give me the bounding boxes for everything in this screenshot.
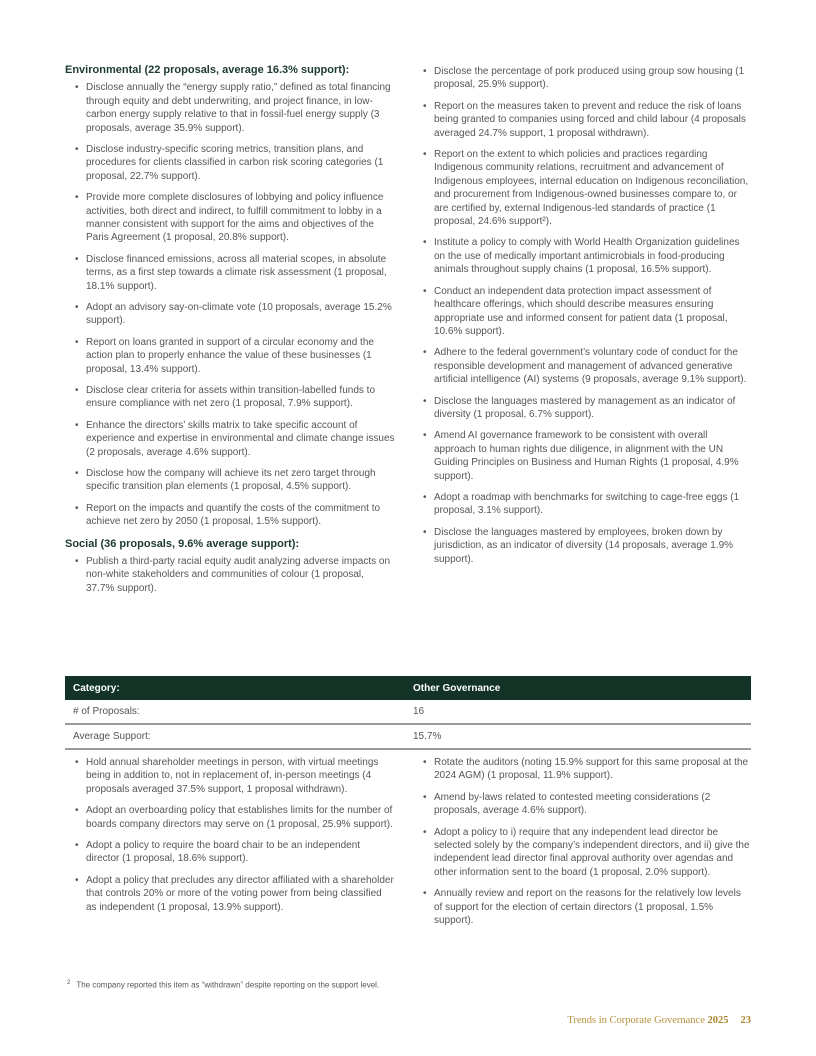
bullet-item [65, 502, 395, 529]
environmental-bullet-list [65, 81, 395, 528]
social-bullet-list [65, 555, 395, 595]
bullet-item [65, 191, 395, 245]
bullet-text: Enhance the directors’ skills matrix to take specific account of experience and expertise in environmental and climate change issues (2 proposals, average 4.6% support). [86, 419, 395, 458]
bullet-text: Adopt an overboarding policy that establishes limits for the number of boards company directors may serve on (1 proposal, 25.9% support). [86, 805, 393, 830]
other-governance-section [65, 754, 751, 935]
bullet-marker: • [75, 253, 79, 265]
bullet-marker: • [75, 82, 79, 94]
bullet-text: Adopt a policy to i) require that any independent lead director be selected solely by the company’s independent directors, and ii) give the independent lead director final approval authority over agendas and other information sent to the board (1 proposal, 2.0% support). [434, 826, 750, 878]
table-cell-label: # of Proposals: [73, 706, 140, 717]
bullet-text: Adopt a policy that precludes any director affiliated with a shareholder that controls 20% or more of the voting power from being classified as independent (1 proposal, 13.9% support). [86, 874, 394, 913]
bullet-text: Provide more complete disclosures of lobbying and policy influence activities, both direct and indirect, to fulfill commitment to lobby in a manner consistent with support for the aims and objectives of the Paris Agreement (1 proposal, 20.8% support). [86, 192, 384, 244]
bullet-item [413, 65, 751, 92]
bullet-item [65, 301, 395, 328]
social-bullet-list-continued [413, 65, 751, 566]
bullet-item [413, 756, 751, 783]
bullet-marker: • [423, 888, 427, 900]
bullet-text: Adopt a policy to require the board chair to be an independent director (1 proposal, 18.6% support). [86, 840, 361, 865]
bullet-marker: • [423, 757, 427, 768]
bullet-item [413, 346, 751, 386]
page-number: 23 [740, 1015, 751, 1026]
bullet-text: Adopt a roadmap with benchmarks for switching to cage-free eggs (1 proposal, 3.1% support). [434, 491, 740, 517]
bullet-marker: • [423, 430, 427, 442]
bullet-marker: • [423, 149, 427, 161]
bullet-text: Hold annual shareholder meetings in person, with virtual meetings being in addition to, not in replacement of, in-person meetings (4 proposals averaged 37.5% support, 1 proposal withdrawn). [86, 757, 379, 795]
esg-proposals-section [65, 63, 751, 603]
bullet-marker: • [75, 143, 79, 155]
bullet-marker: • [423, 347, 427, 359]
bullet-marker: • [75, 385, 79, 397]
bullet-item [65, 467, 395, 494]
bullet-marker: • [423, 791, 427, 803]
bullet-item [413, 826, 751, 880]
bullet-item [65, 874, 395, 914]
bullet-marker: • [423, 66, 427, 77]
bullet-item [65, 143, 395, 183]
right-column [413, 754, 751, 935]
left-column [65, 63, 395, 603]
bullet-item [65, 81, 395, 135]
bullet-item [65, 419, 395, 459]
bullet-text: Disclose industry-specific scoring metrics, transition plans, and procedures for clients classified in carbon risk scoring categories (1 proposal, 22.7% support). [86, 143, 384, 182]
bullet-item [65, 336, 395, 376]
bullet-text: Disclose the percentage of pork produced using group sow housing (1 proposal, 25.9% support). [434, 66, 745, 91]
bullet-marker: • [423, 491, 427, 503]
other-governance-bullet-list-left [65, 756, 395, 914]
bullet-text: Rotate the auditors (noting 15.9% support for this same proposal at the 2024 AGM) (1 proposal, 11.9% support). [434, 757, 749, 782]
bullet-marker: • [75, 301, 79, 313]
table-cell-value: 15.7% [413, 731, 442, 742]
bullet-text: Disclose financed emissions, across all material scopes, in absolute terms, as a first step towards a climate risk assessment (1 proposal, 18.1% support). [86, 253, 387, 292]
bullet-item [65, 804, 395, 831]
bullet-marker: • [75, 874, 79, 886]
bullet-item [65, 555, 395, 595]
right-column [413, 63, 751, 603]
bullet-text: Disclose annually the “energy supply ratio,” defined as total financing through equity and debt underwriting, and project finance, in low-carbon energy supply relative to that in fossil-fuel energy supply (3 proposals, average 35.9% support). [86, 82, 391, 134]
table-header-category: Category: [73, 682, 120, 694]
footnote [67, 980, 379, 991]
bullet-item [413, 395, 751, 422]
table-header-other-governance: Other Governance [413, 682, 501, 694]
bullet-text: Amend AI governance framework to be consistent with overall approach to human rights due diligence, in alignment with the UN Guiding Principles on Business and Human Rights (1 proposal, 4.9% support). [434, 430, 739, 482]
page-footer [567, 1015, 751, 1026]
bullet-text: Amend by-laws related to contested meeting considerations (2 proposals, average 4.6% support). [434, 791, 711, 817]
environmental-heading: Environmental (22 proposals, average 16.3% support): [65, 64, 350, 76]
footnote-text: The company reported this item as “withdrawn” despite reporting on the support level. [76, 980, 380, 990]
bullet-marker: • [75, 555, 79, 567]
bullet-item [65, 384, 395, 411]
social-heading: Social (36 proposals, 9.6% average support): [65, 537, 300, 550]
bullet-marker: • [423, 826, 427, 838]
bullet-item [413, 491, 751, 518]
bullet-marker: • [75, 192, 79, 204]
bullet-text: Report on the extent to which policies and practices regarding Indigenous community relations, recruitment and advancement of Indigenous employees, internal education on Indigenous reconciliation, and procurement from Indigenous-owned businesses compare to, or are certified by, external Indigenous-led standards of practice (1 proposal, 24.6% support²). [434, 149, 749, 228]
bullet-item [65, 253, 395, 293]
bullet-item [413, 526, 751, 566]
bullet-text: Conduct an independent data protection impact assessment of healthcare offerings, which should describe measures ensuring appropriate use and informed consent for patient data (1 proposal, 10.6% support). [434, 285, 728, 337]
table-cell-value: 16 [413, 706, 425, 717]
bullet-marker: • [423, 100, 427, 112]
bullet-item [413, 429, 751, 483]
bullet-marker: • [423, 526, 427, 538]
bullet-marker: • [75, 757, 79, 768]
bullet-text: Institute a policy to comply with World Health Organization guidelines on the use of medically important antimicrobials in food-producing animals throughout supply chains (1 proposal, 16.5% support). [434, 237, 740, 276]
bullet-item [413, 285, 751, 339]
bullet-text: Report on the measures taken to prevent and reduce the risk of loans being granted to companies using forced and child labour (4 proposals averaged 24.7% support, 1 proposal withdrawn). [434, 100, 746, 139]
left-column [65, 754, 395, 935]
footnote-marker: 2 [67, 980, 71, 986]
bullet-text: Disclose the languages mastered by management as an indicator of diversity (1 proposal, 6.7% support). [434, 395, 736, 420]
bullet-text: Disclose how the company will achieve its net zero target through specific transition plan elements (1 proposal, 4.5% support). [86, 468, 376, 493]
bullet-marker: • [75, 336, 79, 348]
bullet-text: Publish a third-party racial equity audit analyzing adverse impacts on non-white stakeholders and communities of colour (1 proposal, 37.7% support). [86, 555, 391, 594]
bullet-text: Annually review and report on the reasons for the relatively low levels of support for the election of certain directors (1 proposal, 1.5% support). [434, 888, 741, 927]
footer-title: Trends in Corporate Governance [567, 1015, 705, 1026]
bullet-item [413, 791, 751, 818]
bullet-text: Adopt an advisory say-on-climate vote (10 proposals, average 15.2% support). [86, 301, 392, 327]
table-cell-label: Average Support: [73, 731, 151, 742]
other-governance-bullet-list-right [413, 756, 751, 927]
bullet-item [413, 887, 751, 927]
table-row-average-support [65, 725, 751, 750]
bullet-item [413, 100, 751, 140]
bullet-text: Adhere to the federal government’s voluntary code of conduct for the responsible development and management of advanced generative artificial intelligence (AI) systems (9 proposals, average 9.1% support). [434, 347, 747, 386]
bullet-marker: • [75, 468, 79, 480]
bullet-marker: • [75, 419, 79, 431]
table-header-row [65, 676, 751, 700]
footer-year: 2025 [707, 1015, 729, 1026]
governance-summary-table [65, 676, 751, 750]
bullet-marker: • [423, 285, 427, 297]
bullet-text: Disclose clear criteria for assets within transition-labelled funds to ensure compliance with net zero (1 proposal, 7.9% support). [86, 385, 376, 410]
bullet-text: Disclose the languages mastered by employees, broken down by jurisdiction, as an indicator of diversity (14 proposals, average 1.9% support). [434, 526, 734, 565]
bullet-item [413, 148, 751, 228]
bullet-marker: • [75, 502, 79, 514]
bullet-marker: • [423, 237, 427, 249]
bullet-text: Report on the impacts and quantify the costs of the commitment to achieve net zero by 2050 (1 proposal, 1.5% support). [86, 502, 381, 528]
bullet-item [65, 756, 395, 796]
bullet-marker: • [75, 805, 79, 817]
table-row-proposals [65, 700, 751, 725]
bullet-item [413, 236, 751, 276]
bullet-marker: • [75, 840, 79, 852]
bullet-marker: • [423, 395, 427, 407]
bullet-item [65, 839, 395, 866]
bullet-text: Report on loans granted in support of a circular economy and the action plan to properly enhance the value of these businesses (1 proposal, 13.4% support). [86, 336, 374, 375]
